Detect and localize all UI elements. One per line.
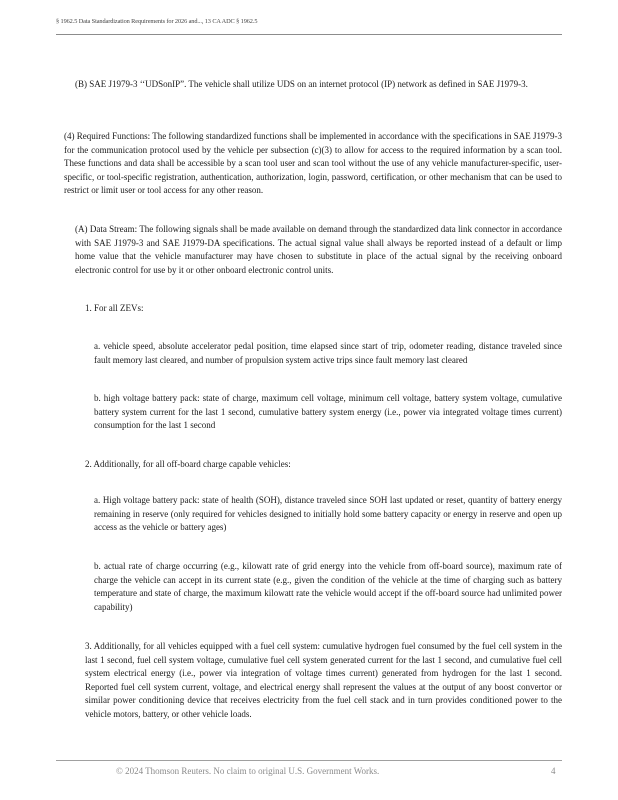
paragraph-4-required-functions: (4) Required Functions: The following standardized functions shall be implemented in accordance with the specifications in SAE J1979-3 for the communication protocol used by the vehicle per subsection (c)(3) to allow for access to the required information by a scan tool. These functions and data shall be accessible by a scan tool user and scan tool without the use of any vehicle manufacturer-specific, user-specific, or tool-specific registration, authentication, authorization, login, password, certification, or other mechanism that can be used to restrict or limit user or tool access for any other reason. bbox=[64, 131, 562, 196]
paragraph-a-data-stream: (A) Data Stream: The following signals shall be made available on demand through the standardized data link connector in accordance with SAE J1979-3 and SAE J1979-DA specifications. The actual signal value shall always be reported instead of a default or limp home value that the vehicle manufacturer may have chosen to substitute in place of the actual signal by the receiving onboard electronic control for use by it or other onboard electronic control units. bbox=[75, 224, 562, 275]
item-2b-rate-of-charge: b. actual rate of charge occurring (e.g., kilowatt rate of grid energy into the vehicle from off-board source), maximum rate of charge the vehicle can accept in its current state (e.g., given the condition of the vehicle at the time of charging such as battery temperature and state of charge, the maximum kilowatt rate the vehicle would accept if the off-board source had unlimited power capability) bbox=[94, 561, 562, 612]
page-number: 4 bbox=[551, 766, 556, 776]
item-1b-high-voltage-battery: b. high voltage battery pack: state of charge, maximum cell voltage, minimum cell voltage, battery system voltage, cumulative battery system current for the last 1 second, cumulative battery system energy (i.e., power via integrated voltage times current) consumption for the last 1 second bbox=[94, 393, 562, 431]
header-divider bbox=[56, 34, 562, 35]
footer-divider bbox=[56, 760, 562, 761]
item-1-all-zevs: 1. For all ZEVs: bbox=[85, 303, 144, 313]
copyright-notice: © 2024 Thomson Reuters. No claim to original U.S. Government Works. bbox=[116, 766, 380, 776]
running-header: § 1962.5 Data Standardization Requirements for 2026 and..., 13 CA ADC § 1962.5 bbox=[56, 18, 258, 25]
item-2-off-board-charge: 2. Additionally, for all off-board charge capable vehicles: bbox=[85, 459, 291, 469]
item-1a-vehicle-speed: a. vehicle speed, absolute accelerator pedal position, time elapsed since start of trip, odometer reading, distance traveled since fault memory last cleared, and number of propulsion system active trips since fault memory last cleared bbox=[94, 341, 562, 365]
item-2a-battery-soh: a. High voltage battery pack: state of health (SOH), distance traveled since SOH last updated or reset, quantity of battery energy remaining in reserve (only required for vehicles designed to initially hold some battery capacity or energy in reserve and open up access as the vehicle or battery ages) bbox=[94, 495, 562, 533]
paragraph-b-udsonip: (B) SAE J1979-3 ‘‘UDSonIP”. The vehicle shall utilize UDS on an internet protocol (IP) network as defined in SAE J1979-3. bbox=[75, 79, 528, 89]
item-3-fuel-cell: 3. Additionally, for all vehicles equipped with a fuel cell system: cumulative hydrogen fuel consumed by the fuel cell system in the last 1 second, fuel cell system voltage, cumulative fuel cell system generated current for the last 1 second, and cumulative fuel cell system electrical energy (i.e., power via integration of voltage times current) generated from hydrogen for the last 1 second. Reported fuel cell system current, voltage, and electrical energy shall represent the values at the output of any boost convertor or similar power conditioning device that receives electricity from the fuel cell stack and in turn provides conditioned power to the vehicle motors, battery, or other vehicle loads. bbox=[85, 641, 562, 719]
